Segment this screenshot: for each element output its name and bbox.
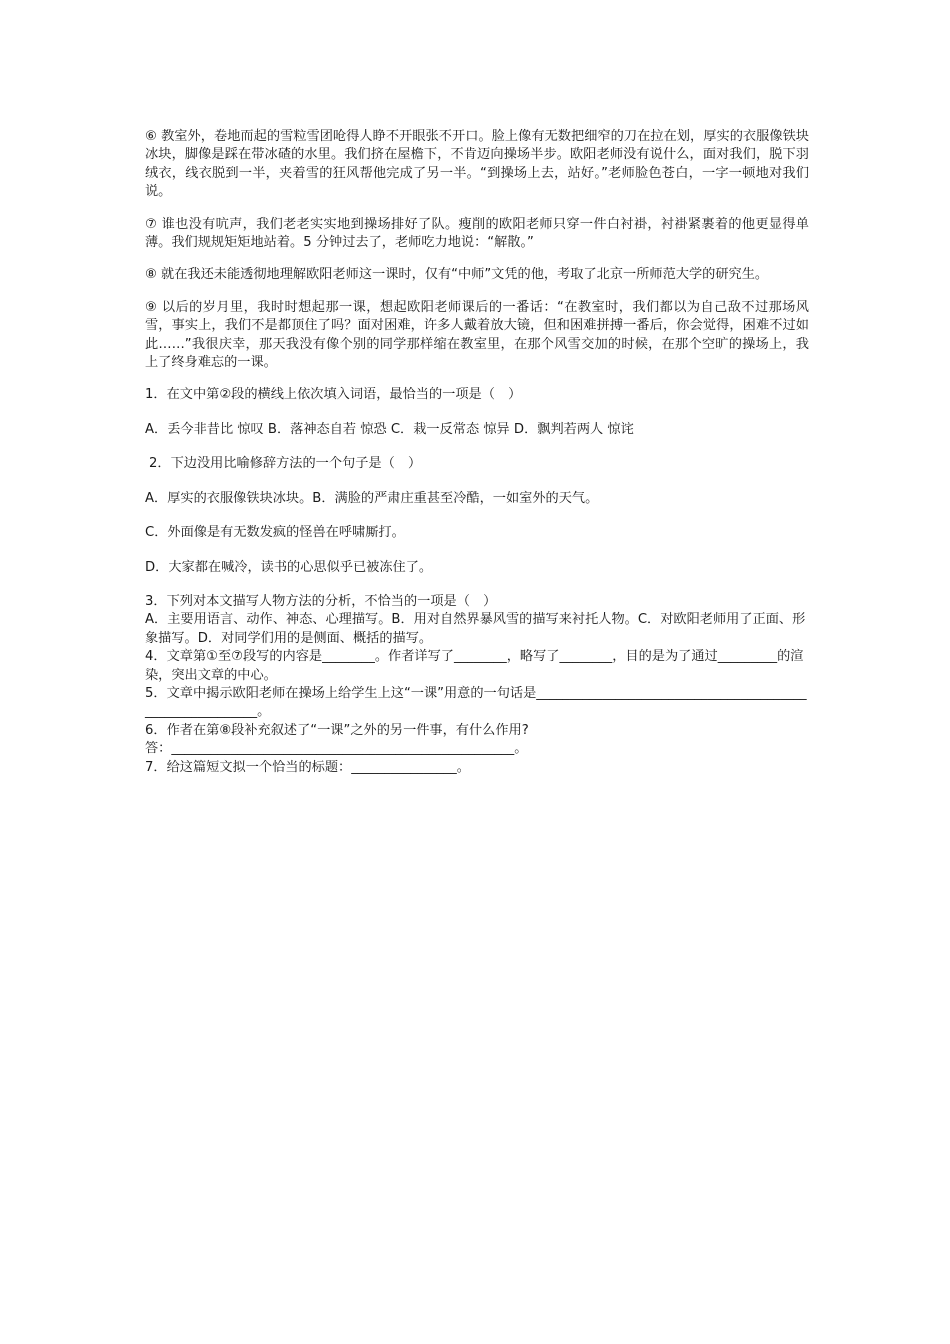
question-2: 2．下边没用比喻修辞方法的一个句子是（ ） — [149, 456, 422, 472]
paragraph-8: ⑧ 就在我还未能透彻地理解欧阳老师这一课时，仅有“中师”文凭的他，考取了北京一所师范大学的研究生。 — [145, 267, 769, 283]
question-3-options: A．主要用语言、动作、神态、心理描写。B．用对自然界暴风雪的描写来衬托人物。C．对欧阳老师用了正面、形象描写。D．对同学们用的是侧面、概括的描写。 — [145, 612, 806, 646]
paragraph-6: ⑥ 教室外，卷地而起的雪粒雪团呛得人睁不开眼张不开口。脸上像有无数把细窄的刀在拉在划，厚实的衣服像铁块冰块，脚像是踩在带冰碴的水里。我们挤在屋檐下，不肯迈向操场半步。欧阳老师没有说什么，面对我们，脱下羽绒衣，线衣脱到一半，夹着雪的狂风帮他完成了另一半。“到操场上去，站好。”老师脸色苍白，一字一顿地对我们说。 — [145, 129, 809, 200]
paragraph-9: ⑨ 以后的岁月里，我时时想起那一课，想起欧阳老师课后的一番话：“在教室时，我们都以为自己敌不过那场风雪，事实上，我们不是都顶住了吗？面对困难，许多人戴着放大镜，但和困难拼搏一番后，你会觉得，困难不过如此……”我很庆幸，那天我没有像个别的同学那样缩在教室里，在那个风雪交加的时候，在那个空旷的操场上，我上了终身难忘的一课。 — [145, 299, 809, 371]
question-4: 4．文章第①至⑦段写的内容是________。作者详写了________，略写了________，目的是为了通过_________的渲染，突出文章的中心。 — [145, 649, 804, 683]
question-2-option-ab: A．厚实的衣服像铁块冰块。B．满脸的严肃庄重甚至冷酷，一如室外的天气。 — [145, 490, 599, 506]
paragraph-7: ⑦ 谁也没有吭声，我们老老实实地到操场排好了队。瘦削的欧阳老师只穿一件白衬褂，衬褂紧裹着的他更显得单薄。我们规规矩矩地站着。5 分钟过去了，老师吃力地说：“解散。” — [145, 216, 809, 251]
question-7: 7．给这篇短文拟一个恰当的标题：________________。 — [145, 759, 470, 775]
question-5: 5．文章中揭示欧阳老师在操场上给学生上这“一课”用意的一句话是__________________________________________________________。 — [145, 685, 807, 720]
document-page — [145, 128, 809, 777]
question-1: 1．在文中第②段的横线上依次填入词语，最恰当的一项是（ ） — [145, 387, 522, 403]
question-3: 3．下列对本文描写人物方法的分析，不恰当的一项是（ ） — [145, 593, 497, 609]
question-6: 6．作者在第⑧段补充叙述了“一课”之外的另一件事，有什么作用? — [145, 722, 529, 738]
question-6-answer: 答：____________________________________________________。 — [145, 741, 528, 757]
question-2-option-c: C．外面像是有无数发疯的怪兽在呼啸厮打。 — [145, 525, 405, 541]
question-1-options: A．丢今非昔比 惊叹 B．落神态自若 惊恐 C．栽一反常态 惊异 D．飘判若两人 惊诧 — [145, 421, 634, 437]
question-2-option-d: D．大家都在喊冷，读书的心思似乎已被冻住了。 — [145, 559, 433, 575]
